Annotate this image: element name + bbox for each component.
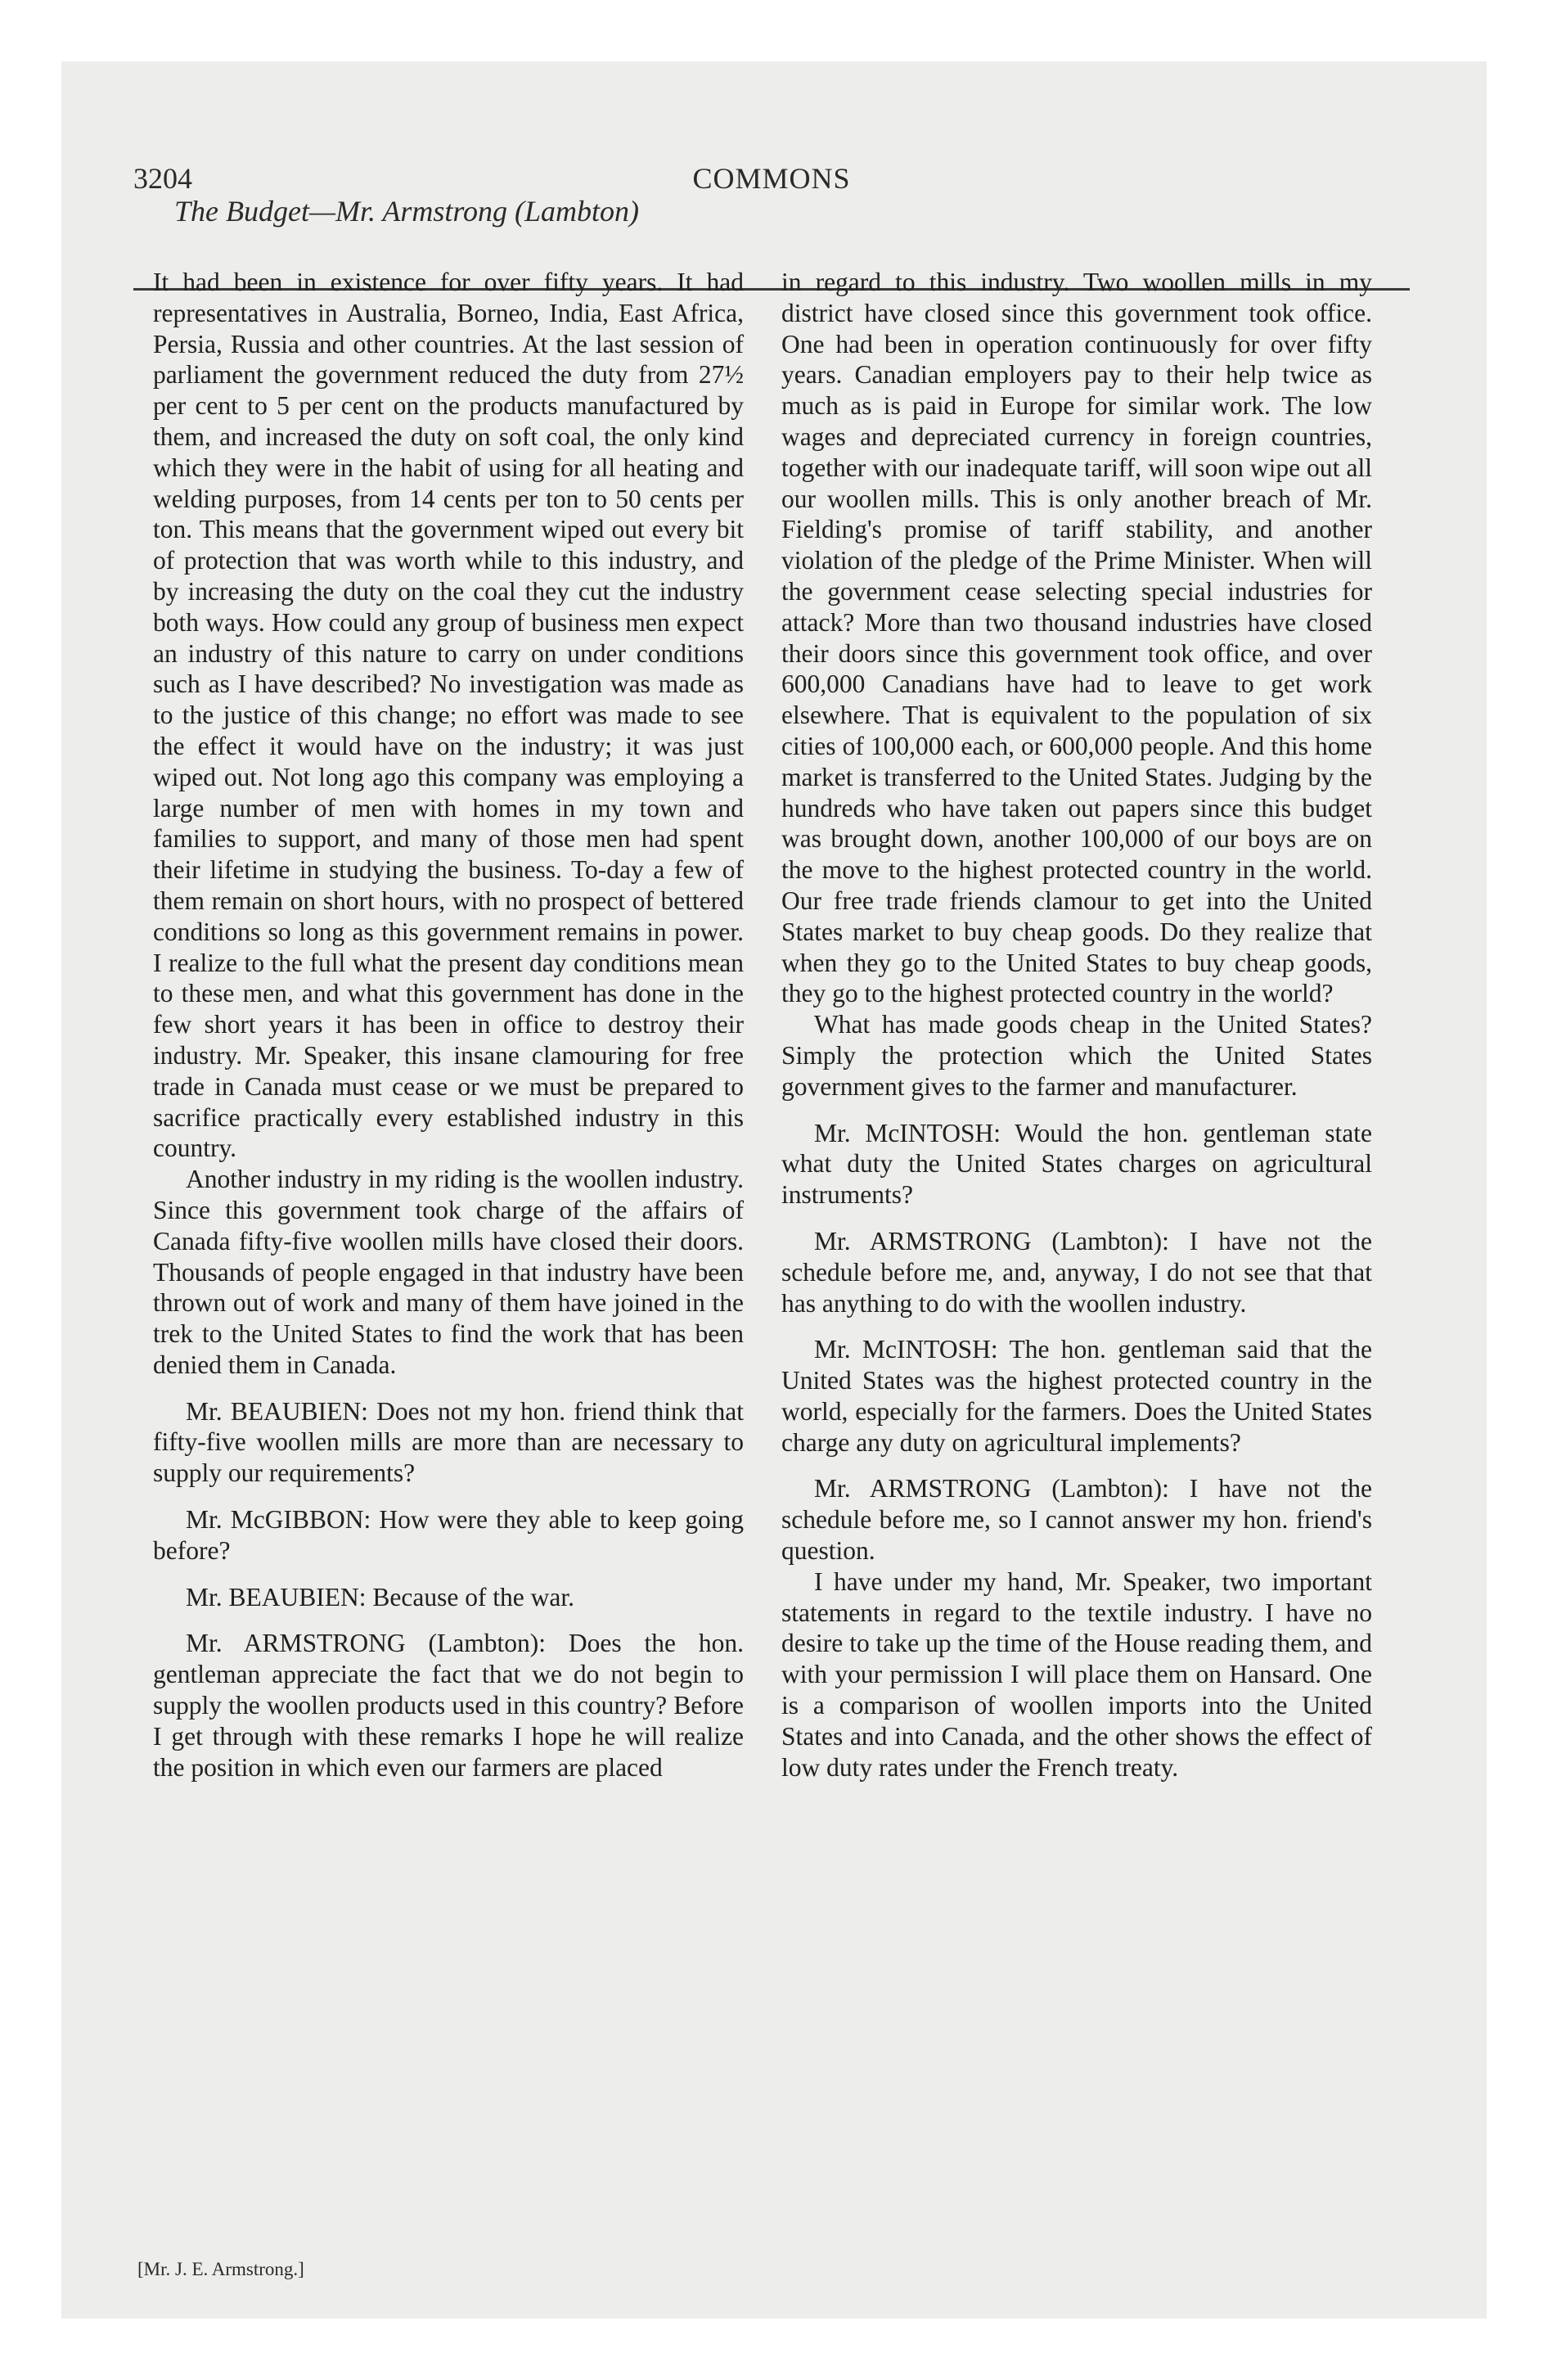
paragraph: I have under my hand, Mr. Speaker, two important statements in regard to the textile industry. I have no desire to take up the time of the House reading them, and with your permission I will place them on Hansard. One is a comparison of woollen imports into the United States and into Canada, and the other shows the effect of low duty rates under the French treaty.: [781, 1566, 1372, 1782]
paragraph: It had been in existence for over fifty years. It had representatives in Australia, Borneo, India, East Africa, Persia, Russia and other countries. At the last session of parliament the government reduced the duty from 27½ per cent to 5 per cent on the products manufactured by them, and increased the duty on soft coal, the only kind which they were in the habit of using for all heating and welding purposes, from 14 cents per ton to 50 cents per ton. This means that the government wiped out every bit of protection that was worth while to this industry, and by increasing the duty on the coal they cut the industry both ways. How could any group of business men expect an industry of this nature to carry on under conditions such as I have described? No investigation was made as to the justice of this change; no effort was made to see the effect it would have on the industry; it was just wiped out. Not long ago this company was employing a large number of men with homes in my town and families to support, and many of those men had spent their lifetime in studying the business. To-day a few of them remain on short hours, with no prospect of bettered conditions so long as this government remains in power. I realize to the full what the present day conditions mean to these men, and what this government has done in the few short years it has been in office to destroy their industry. Mr. Speaker, this insane clamouring for free trade in Canada must cease or we must be prepared to sacrifice practically every established industry in this country.: [153, 268, 744, 1163]
running-head: The Budget—Mr. Armstrong (Lambton): [174, 195, 640, 228]
speech-paragraph: Mr. BEAUBIEN: Does not my hon. friend think that fifty-five woollen mills are more than are necessary to supply our requirements?: [153, 1396, 744, 1488]
paragraph: in regard to this industry. Two woollen mills in my district have closed since this government took office. One had been in operation continuously for over fifty years. Canadian employers pay to their help twice as much as is paid in Europe for similar work. The low wages and depreciated currency in foreign countries, together with our inadequate tariff, will soon wipe out all our woollen mills. This is only another breach of Mr. Fielding's promise of tariff stability, and another violation of the pledge of the Prime Minister. When will the government cease selecting special industries for attack? More than two thousand industries have closed their doors since this government took office, and over 600,000 Canadians have had to leave to get work elsewhere. That is equivalent to the population of six cities of 100,000 each, or 600,000 people. And this home market is transferred to the United States. Judging by the hundreds who have taken out papers since this budget was brought down, another 100,000 of our boys are on the move to the highest protected country in the world. Our free trade friends clamour to get into the United States market to buy cheap goods. Do they realize that when they go to the United States to buy cheap goods, they go to the highest protected country in the world?: [781, 268, 1372, 1008]
right-column: [781, 267, 1372, 1783]
page-header: [133, 153, 1410, 276]
speech-paragraph: Mr. McINTOSH: Would the hon. gentleman state what duty the United States charges on agricultural instruments?: [781, 1118, 1372, 1210]
speech-paragraph: Mr. ARMSTRONG (Lambton): I have not the schedule before me, and, anyway, I do not see that that has anything to do with the woollen industry.: [781, 1226, 1372, 1318]
speaker-footnote: [Mr. J. E. Armstrong.]: [137, 2259, 304, 2279]
speech-paragraph: Mr. ARMSTRONG (Lambton): I have not the schedule before me, so I cannot answer my hon. friend's question.: [781, 1474, 1372, 1566]
speech-paragraph: Mr. McGIBBON: How were they able to keep going before?: [153, 1505, 744, 1565]
section-title: COMMONS: [692, 162, 851, 195]
paragraph: What has made goods cheap in the United States? Simply the protection which the United States government gives to the farmer and manufacturer.: [781, 1010, 1372, 1101]
left-column: [153, 267, 744, 1783]
speech-paragraph: Mr. BEAUBIEN: Because of the war.: [186, 1582, 575, 1611]
paragraph: Another industry in my riding is the woollen industry. Since this government took charge of the affairs of Canada fifty-five woollen mills have closed their doors. Thousands of people engaged in that industry have been thrown out of work and many of them have joined in the trek to the United States to find the work that has been denied them in Canada.: [153, 1165, 744, 1379]
speech-paragraph: Mr. McINTOSH: The hon. gentleman said that the United States was the highest protected country in the world, especially for the farmers. Does the United States charge any duty on agricultural implements?: [781, 1335, 1372, 1457]
page-number: 3204: [133, 162, 192, 195]
speech-paragraph: Mr. ARMSTRONG (Lambton): Does the hon. gentleman appreciate the fact that we do not begin to supply the woollen products used in this country? Before I get through with these remarks I hope he will realize the position in which even our farmers are placed: [153, 1629, 744, 1782]
